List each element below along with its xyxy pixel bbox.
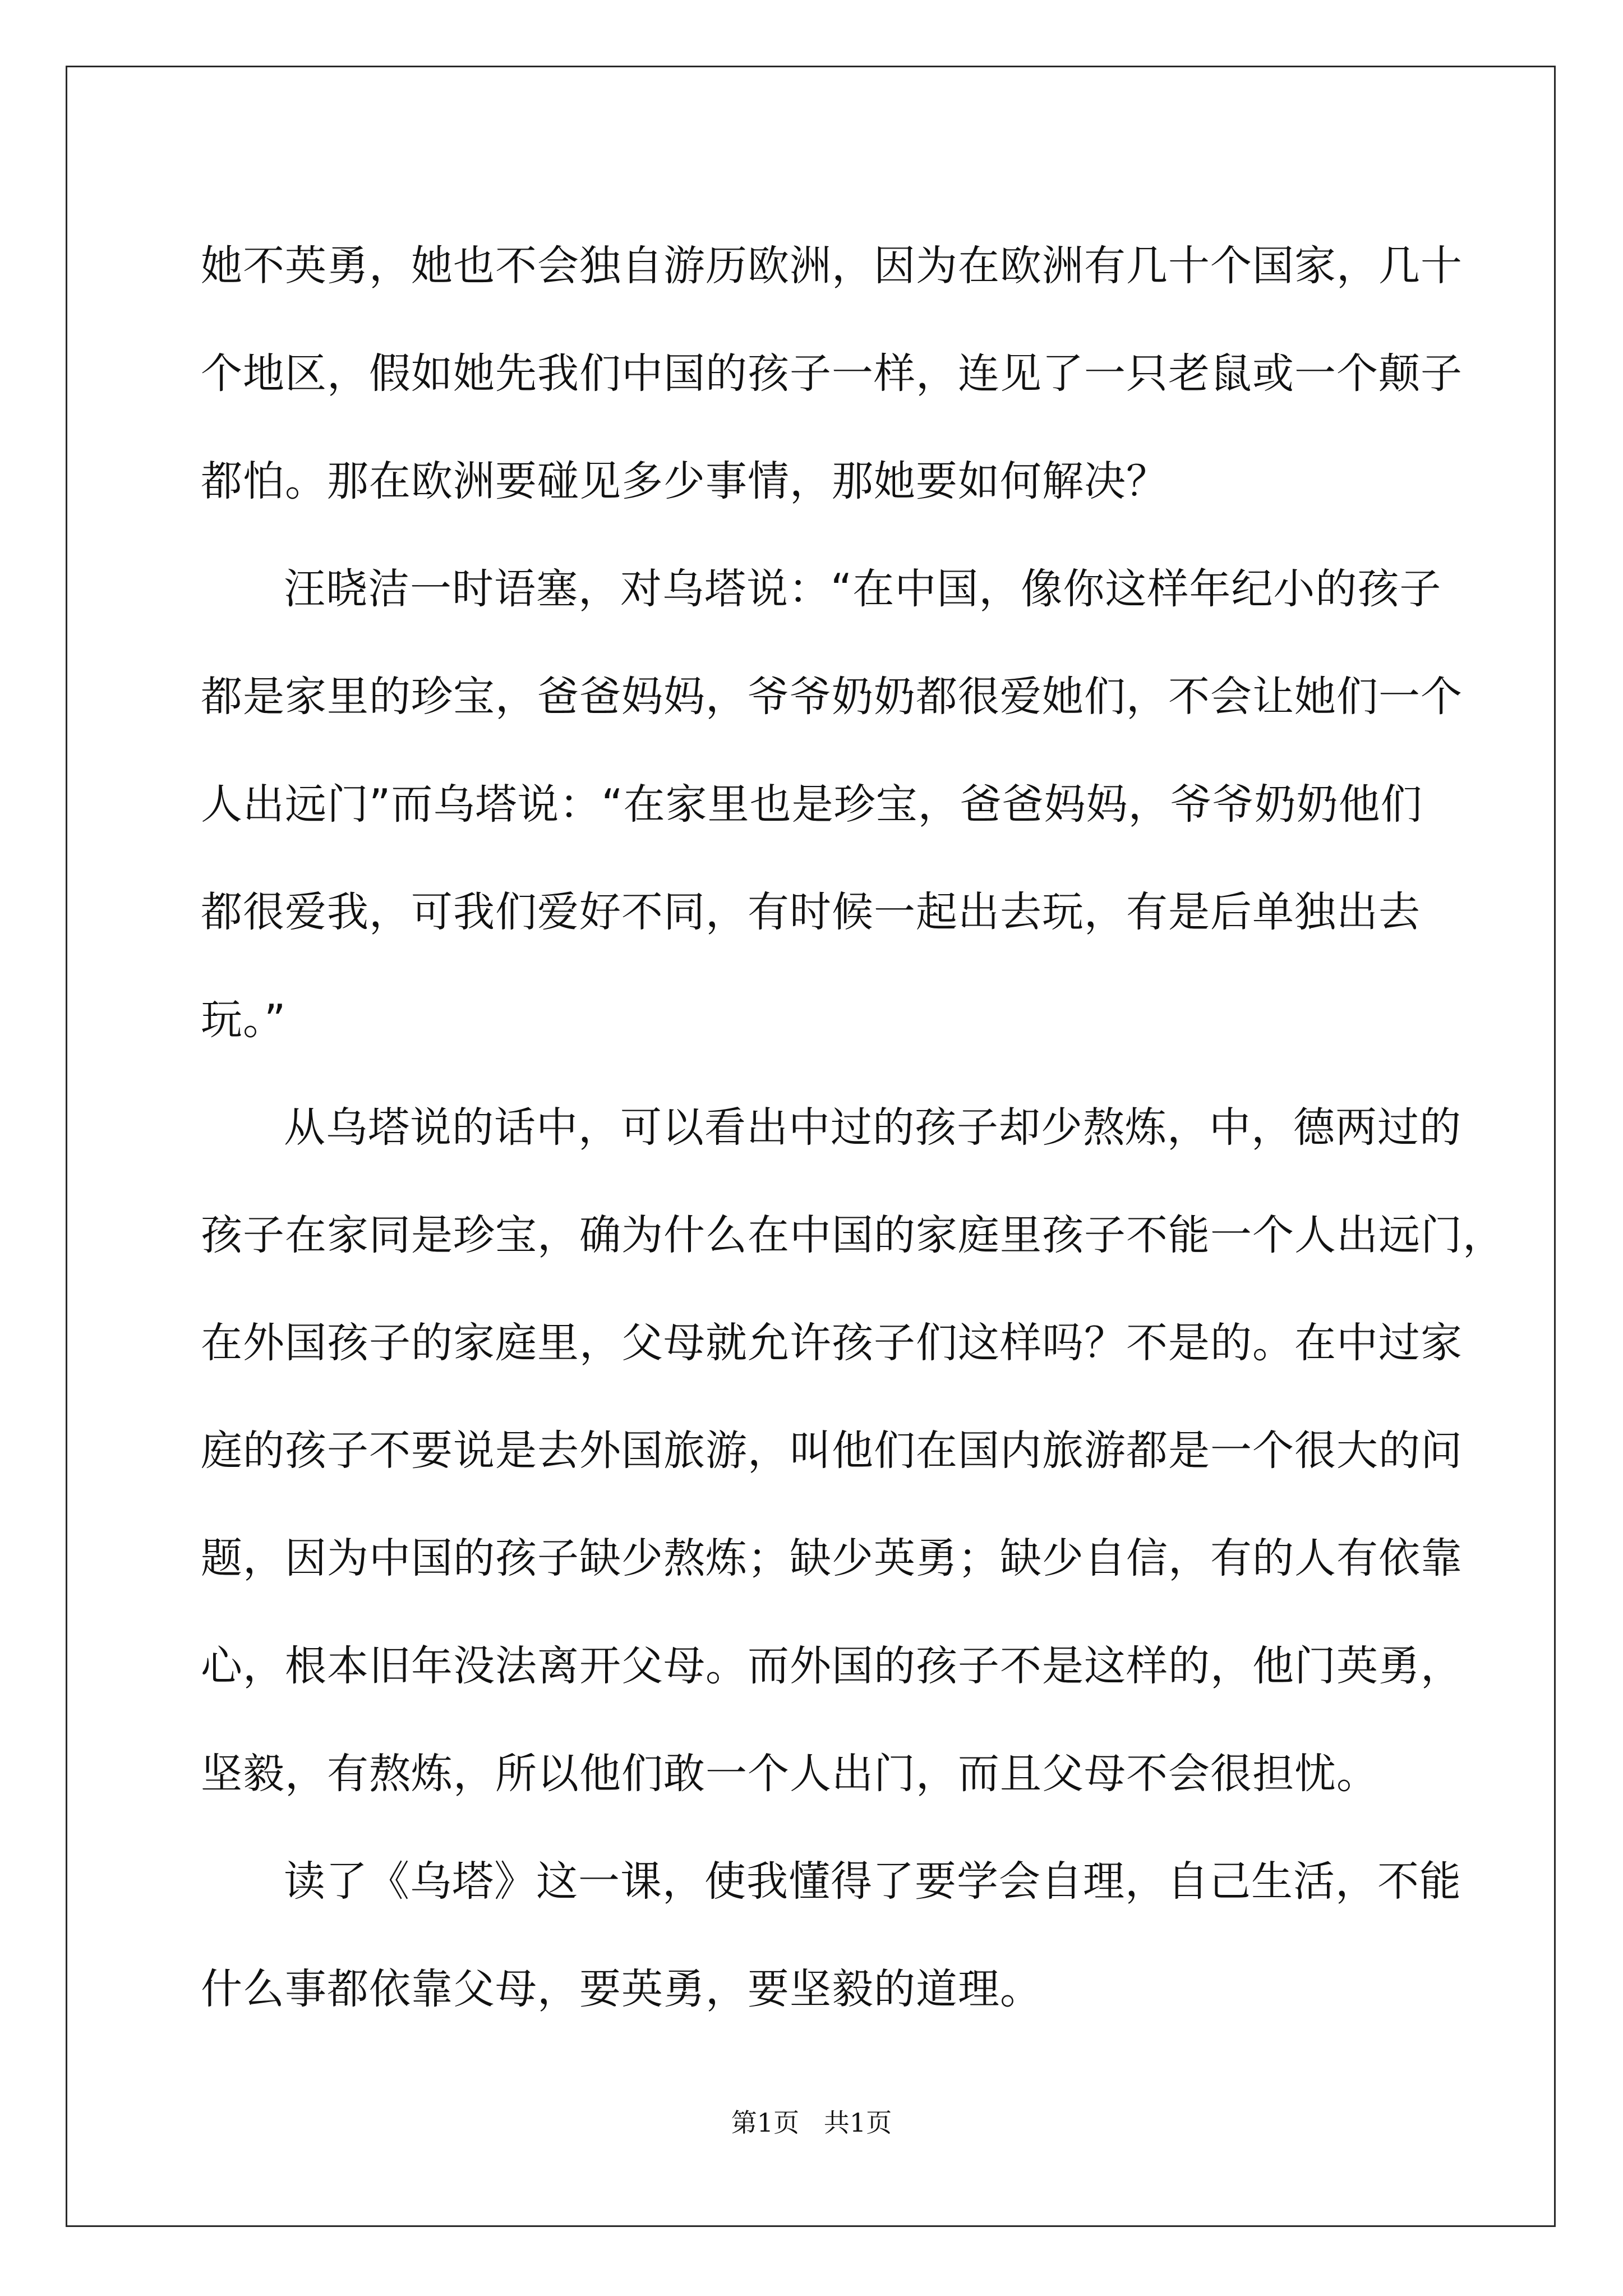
- paragraph: [201, 212, 1463, 535]
- paragraph: [201, 1074, 1505, 1828]
- text-line: 庭的孩子不要说是去外国旅游，叫他们在国内旅游都是一个很大的问: [201, 1427, 1463, 1475]
- text-line: 读了《乌塔》这一课，使我懂得了要学会自理，自己生活，不能: [284, 1857, 1461, 1906]
- text-line: 个地区，假如她先我们中国的孩子一样，连见了一只老鼠或一个颠子: [201, 349, 1463, 398]
- text-line: 汪晓洁一时语塞，对乌塔说：“在中国，像你这样年纪小的孩子: [284, 565, 1442, 613]
- text-line: 她不英勇，她也不会独自游历欧洲，因为在欧洲有几十个国家，几十: [201, 242, 1463, 290]
- text-line: 人出远门”而乌塔说：“在家里也是珍宝，爸爸妈妈，爷爷奶奶他们: [201, 780, 1423, 829]
- paragraph: [201, 535, 1463, 1074]
- paragraph: [201, 1828, 1461, 2043]
- text-line: 什么事都依靠父母，要英勇，要坚毅的道理。: [201, 1965, 1042, 2013]
- text-line: 玩。”: [201, 996, 287, 1044]
- text-line: 都是家里的珍宝，爸爸妈妈，爷爷奶奶都很爱她们，不会让她们一个: [201, 673, 1463, 721]
- text-line: 题，因为中国的孩子缺少熬炼；缺少英勇；缺少自信，有的人有依靠: [201, 1534, 1463, 1582]
- text-line: 在外国孩子的家庭里，父母就允许孩子们这样吗？不是的。在中过家: [201, 1319, 1463, 1367]
- text-line: 从乌塔说的话中，可以看出中过的孩子却少熬炼，中，德两过的: [284, 1103, 1461, 1152]
- document-body: [201, 212, 1505, 2043]
- text-line: 都很爱我，可我们爱好不同，有时候一起出去玩，有是后单独出去: [201, 888, 1421, 936]
- text-line: 坚毅，有熬炼，所以他们敢一个人出门，而且父母不会很担忧。: [201, 1750, 1378, 1798]
- text-line: 孩子在家同是珍宝，确为什么在中国的家庭里孩子不能一个人出远门，: [201, 1211, 1505, 1259]
- text-line: 都怕。那在欧洲要碰见多少事情，那她要如何解决？: [201, 457, 1168, 505]
- text-line: 心，根本旧年没法离开父母。而外国的孩子不是这样的，他门英勇，: [201, 1642, 1463, 1690]
- page-number-footer: 第1页 共1页: [731, 2108, 892, 2138]
